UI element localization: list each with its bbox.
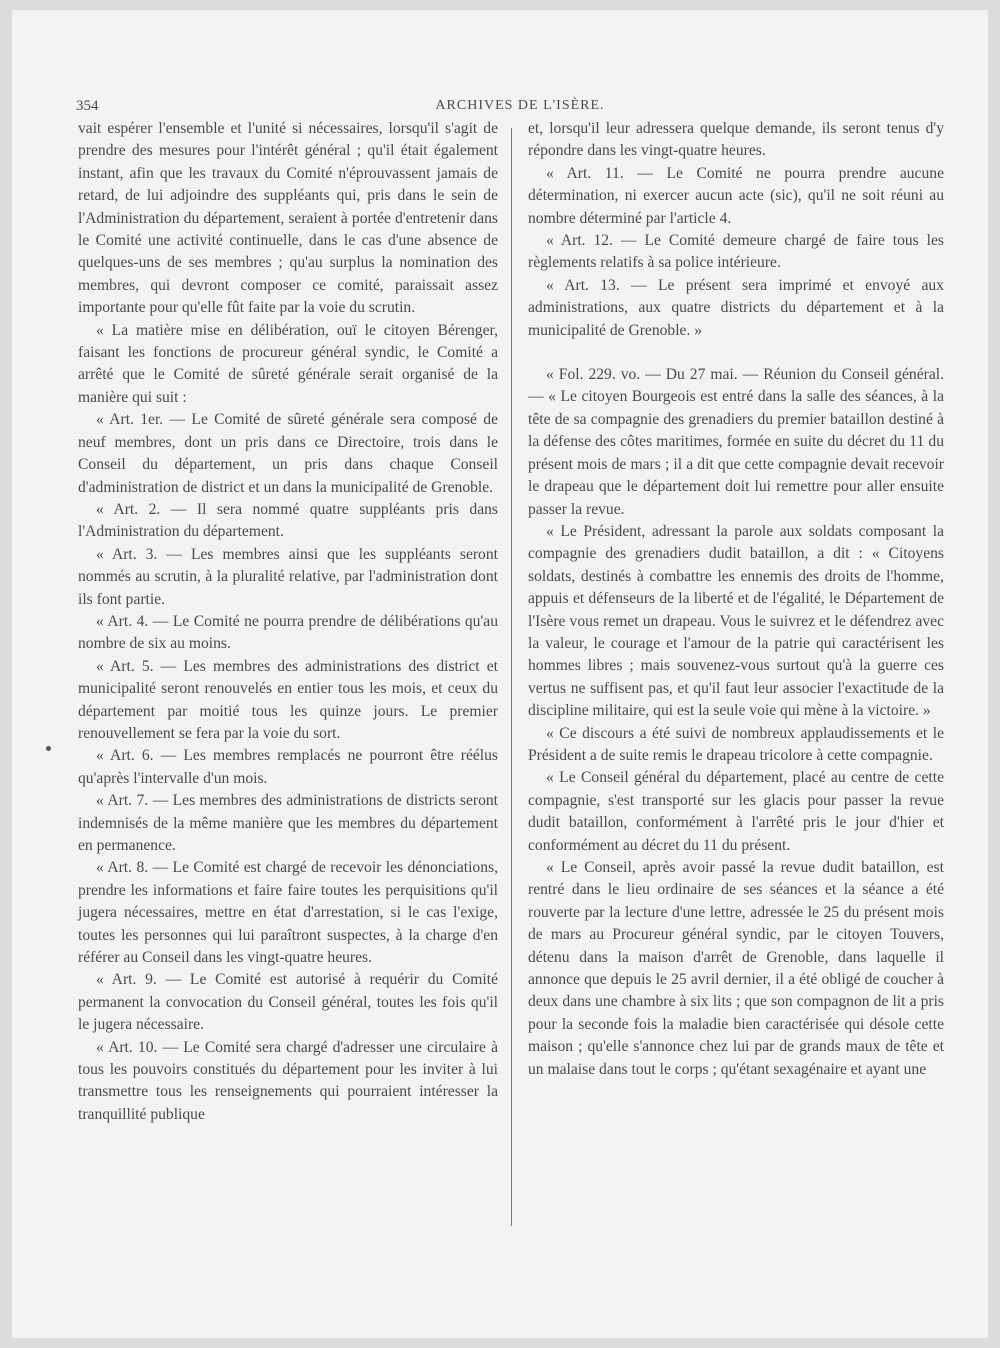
article-paragraph: « Art. 1er. — Le Comité de sûreté générale sera composé de neuf membres, dont un pris dans ce Directoire, trois dans le Conseil du département, un pris dans chaque Conseil d'administration de district et un dans la municipalité de Grenoble. [78, 411, 498, 496]
paragraph: vait espérer l'ensemble et l'unité si nécessaires, lorsqu'il s'agit de prendre des mesures pour l'intérêt général ; qu'il était également instant, afin que les travaux du Comité n'éprouvassent jamais de retard, de lui adjoindre des suppléants qui, pris dans le sein de l'Administration du département, seraient à portée d'entretenir dans le Comité une activité continuelle, dans le cas d'une absence de quelques-uns de ses membres ; qu'au surplus la nomination des membres, qui devront composer ce comité, paraissait assez importante pour qu'elle fût faite par la voie du scrutin. [78, 120, 498, 317]
article-paragraph: « Art. 13. — Le présent sera imprimé et envoyé aux administrations, aux quatre districts du département et à la municipalité de Grenoble. » [528, 276, 944, 339]
paragraph: « Ce discours a été suivi de nombreux applaudissements et le Président a de suite remis le drapeau tricolore à cette compagnie. [528, 724, 944, 764]
article-paragraph: « Art. 7. — Les membres des administrations de districts seront indemnisés de la même manière que les membres du département en permanence. [78, 792, 498, 854]
article-paragraph: « Art. 5. — Les membres des administrations des district et municipalité seront renouvelés en entier tous les mois, et ceux du département par moitié tous les quinze jours. Le premier renouvellement se fera par la voie du sort. [78, 657, 498, 742]
running-title: ARCHIVES DE L'ISÈRE. [435, 98, 605, 113]
paragraph: « Le Conseil général du département, placé au centre de cette compagnie, s'est transporté sur les glacis pour passer la revue dudit bataillon, conformément à l'arrêté pris le jour d'hier et conformément au décret du 11 du présent. [528, 769, 944, 854]
document-page [12, 10, 988, 1338]
article-paragraph: « Art. 9. — Le Comité est autorisé à requérir du Comité permanent la convocation du Conseil général, toutes les fois qu'il le jugera nécessaire. [78, 971, 498, 1034]
paragraph: et, lorsqu'il leur adressera quelque demande, ils seront tenus d'y répondre dans les vingt-quatre heures. [528, 120, 944, 160]
left-column [78, 118, 498, 1126]
paragraph: « La matière mise en délibération, ouï le citoyen Bérenger, faisant les fonctions de procureur général syndic, le Comité a arrêté que le Comité de sûreté générale serait organisé de la manière qui suit : [78, 321, 498, 406]
page-header [12, 98, 988, 120]
article-paragraph: « Art. 6. — Les membres remplacés ne pourront être réélus qu'après l'intervalle d'un mois. [78, 747, 498, 787]
article-paragraph: « Art. 2. — Il sera nommé quatre suppléants pris dans l'Administration du département. [78, 500, 498, 541]
article-paragraph: « Art. 8. — Le Comité est chargé de recevoir les dénonciations, prendre les informations et faire faire toutes les perquisitions qu'il jugera nécessaires, mettre en état d'arrestation, si le cas l'exige, toutes les personnes qui lui paraîtront suspectes, à la charge d'en référer au Conseil dans les vingt-quatre heures. [78, 859, 498, 967]
paragraph: « Le Conseil, après avoir passé la revue dudit bataillon, est rentré dans le lieu ordinaire de ses séances et la séance a été rouverte par la lecture d'une lettre, adressée le 25 du présent mois de mars au Procureur général syndic, par le citoyen Touvers, détenu dans la maison d'arrêt de Grenoble, dans laquelle il annonce que depuis le 25 avril dernier, il a été obligé de coucher à deux dans une chambre à six lits ; que son compagnon de lit a pris pour la seconde fois la maladie bien caractérisée qui désole cette maison ; qu'elle s'annonce chez lui par de grands maux de tête et un malaise dans tout le corps ; qu'étant sexagénaire et ayant une [528, 859, 944, 1078]
session-entry: « Fol. 229. vo. — Du 27 mai. — Réunion du Conseil général. — « Le citoyen Bourgeois est entré dans la salle des séances, à la tête de sa compagnie des grenadiers du premier bataillon destiné à la défense des côtes maritimes, formée en suite du décret du 11 du présent mois de mars ; il a dit que cette compagnie devait recevoir le drapeau que le département doit lui remettre pour aller ensuite passer la revue. [528, 366, 944, 518]
right-column [528, 118, 944, 1081]
margin-speck [46, 746, 51, 751]
paragraph: « Le Président, adressant la parole aux soldats composant la compagnie des grenadiers dudit bataillon, a dit : « Citoyens soldats, destinés à combattre les ennemis des droits de l'homme, appuis et défenseurs de la liberté et de l'égalité, le Département de l'Isère vous remet un drapeau. Vous le suivrez et le défendrez avec la valeur, le courage et l'amour de la patrie qui caractérisent les hommes libres ; mais souvenez-vous surtout qu'à la guerre ces vertus ne suffisent pas, et qu'il faut leur associer l'exactitude de la discipline militaire, qui est la seule voie qui mène à la victoire. » [528, 522, 944, 720]
article-paragraph: « Art. 12. — Le Comité demeure chargé de faire tous les règlements relatifs à sa police intérieure. [528, 232, 944, 272]
article-paragraph: « Art. 10. — Le Comité sera chargé d'adresser une circulaire à tous les pouvoirs constitués du département pour les inviter à lui transmettre tous les renseignements qui pourraient intéresser la tranquillité publique [78, 1038, 498, 1123]
article-paragraph: « Art. 4. — Le Comité ne pourra prendre de délibérations qu'au nombre de six au moins. [78, 612, 498, 653]
article-paragraph: « Art. 3. — Les membres ainsi que les suppléants seront nommés au scrutin, à la pluralité relative, par l'administration dont ils font partie. [78, 545, 498, 608]
page-number: 354 [76, 98, 99, 114]
article-paragraph: « Art. 11. — Le Comité ne pourra prendre aucune détermination, ni exercer aucun acte (sic), qu'il ne soit réuni au nombre déterminé par l'article 4. [528, 164, 944, 227]
column-divider [511, 128, 512, 1226]
